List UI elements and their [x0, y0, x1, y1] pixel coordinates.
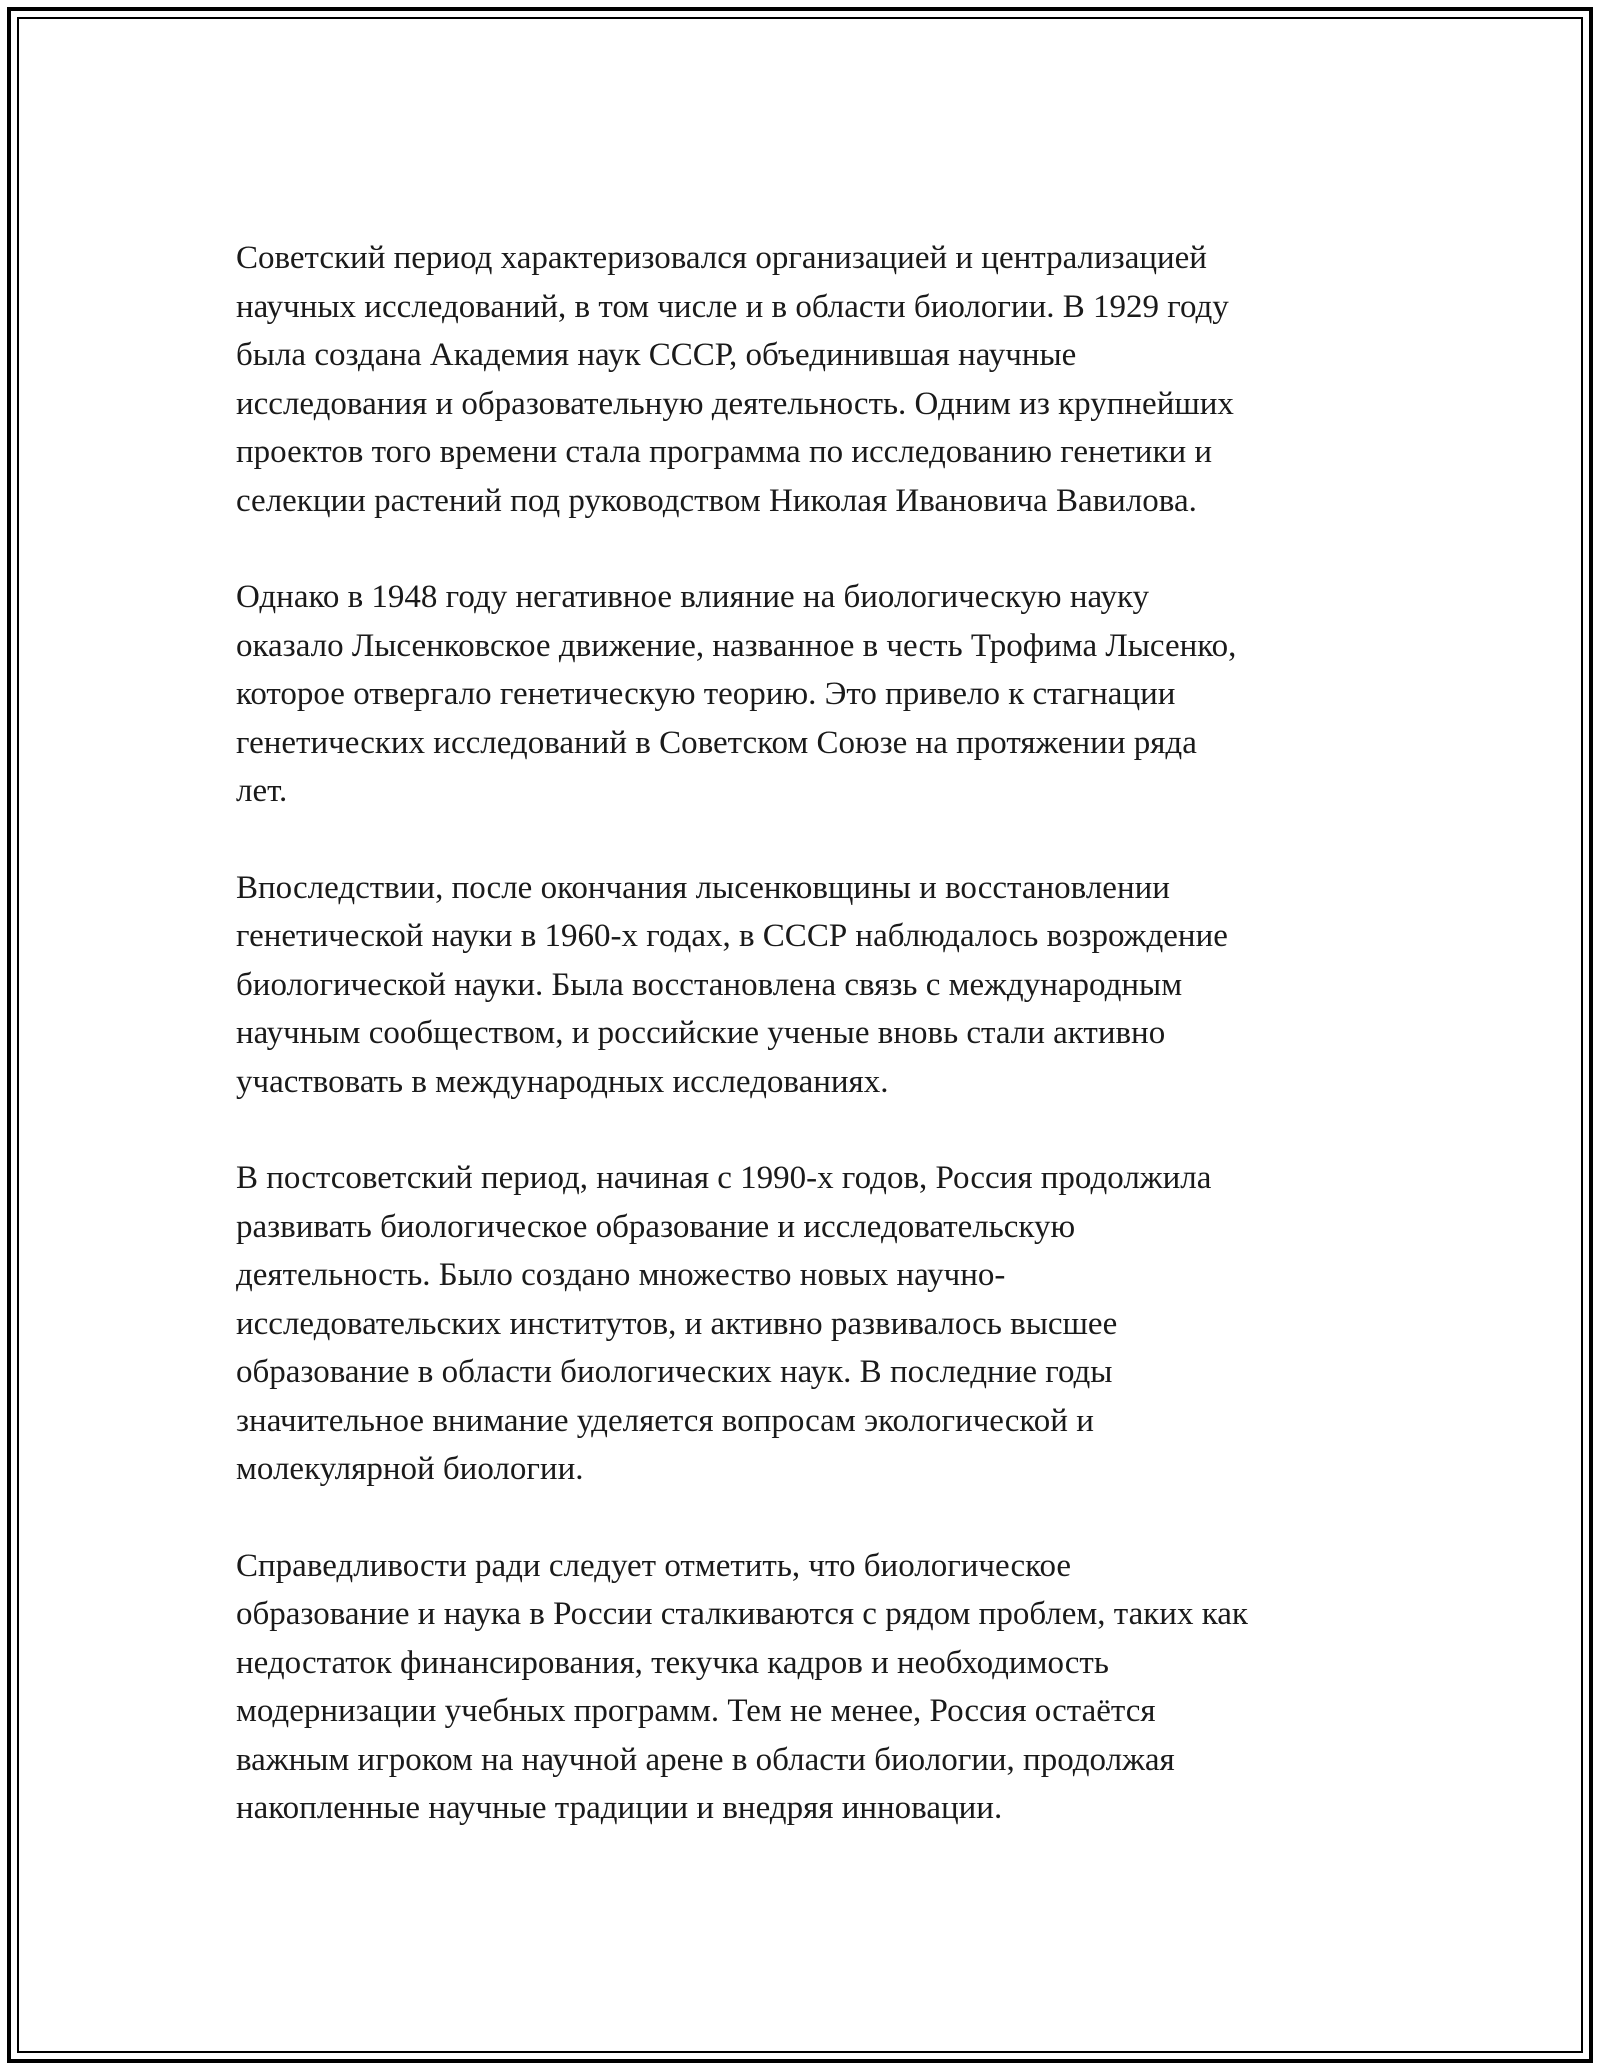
paragraph-lysenkoism: Однако в 1948 году негативное влияние на биологическую науку оказало Лысенковское движение, названное в честь Трофима Лысенко, которое отвергало генетическую теорию. Это привело к стагнации генетических исследований в Советском Союзе на протяжении ряда лет. — [236, 579, 1237, 809]
paragraph-problems: Справедливости ради следует отметить, что биологическое образование и наука в России сталкиваются с рядом проблем, таких как недостаток финансирования, текучка кадров и необходимость модернизации учебных программ. Тем не менее, Россия остаётся важным игроком на научной арене в области биологии, продолжая накопленные научные традиции и внедряя инновации. — [236, 1547, 1248, 1826]
paragraph-soviet-period: Советский период характеризовался организацией и централизацией научных исследований, в том числе и в области биологии. В 1929 году была создана Академия наук СССР, объединившая научные исследования и образовательную деятельность. Одним из крупнейших проектов того времени стала программа по исследованию генетики и селекции растений под руководством Николая Ивановича Вавилова. — [236, 240, 1234, 519]
document-body — [236, 234, 1386, 1881]
paragraph-revival: Впоследствии, после окончания лысенковщины и восстановлении генетической науки в 1960-х годах, в СССР наблюдалось возрождение биологической науки. Была восстановлена связь с международным научным сообществом, и российские ученые вновь стали активно участвовать в международных исследованиях. — [236, 869, 1228, 1100]
paragraph-post-soviet: В постсоветский период, начиная с 1990-х годов, Россия продолжила развивать биологическое образование и исследовательскую деятельность. Было создано множество новых научно- исследовательских институтов, и активно развивалось высшее образование в области биологических наук. В последние годы значительное внимание уделяется вопросам экологической и молекулярной биологии. — [236, 1160, 1212, 1487]
